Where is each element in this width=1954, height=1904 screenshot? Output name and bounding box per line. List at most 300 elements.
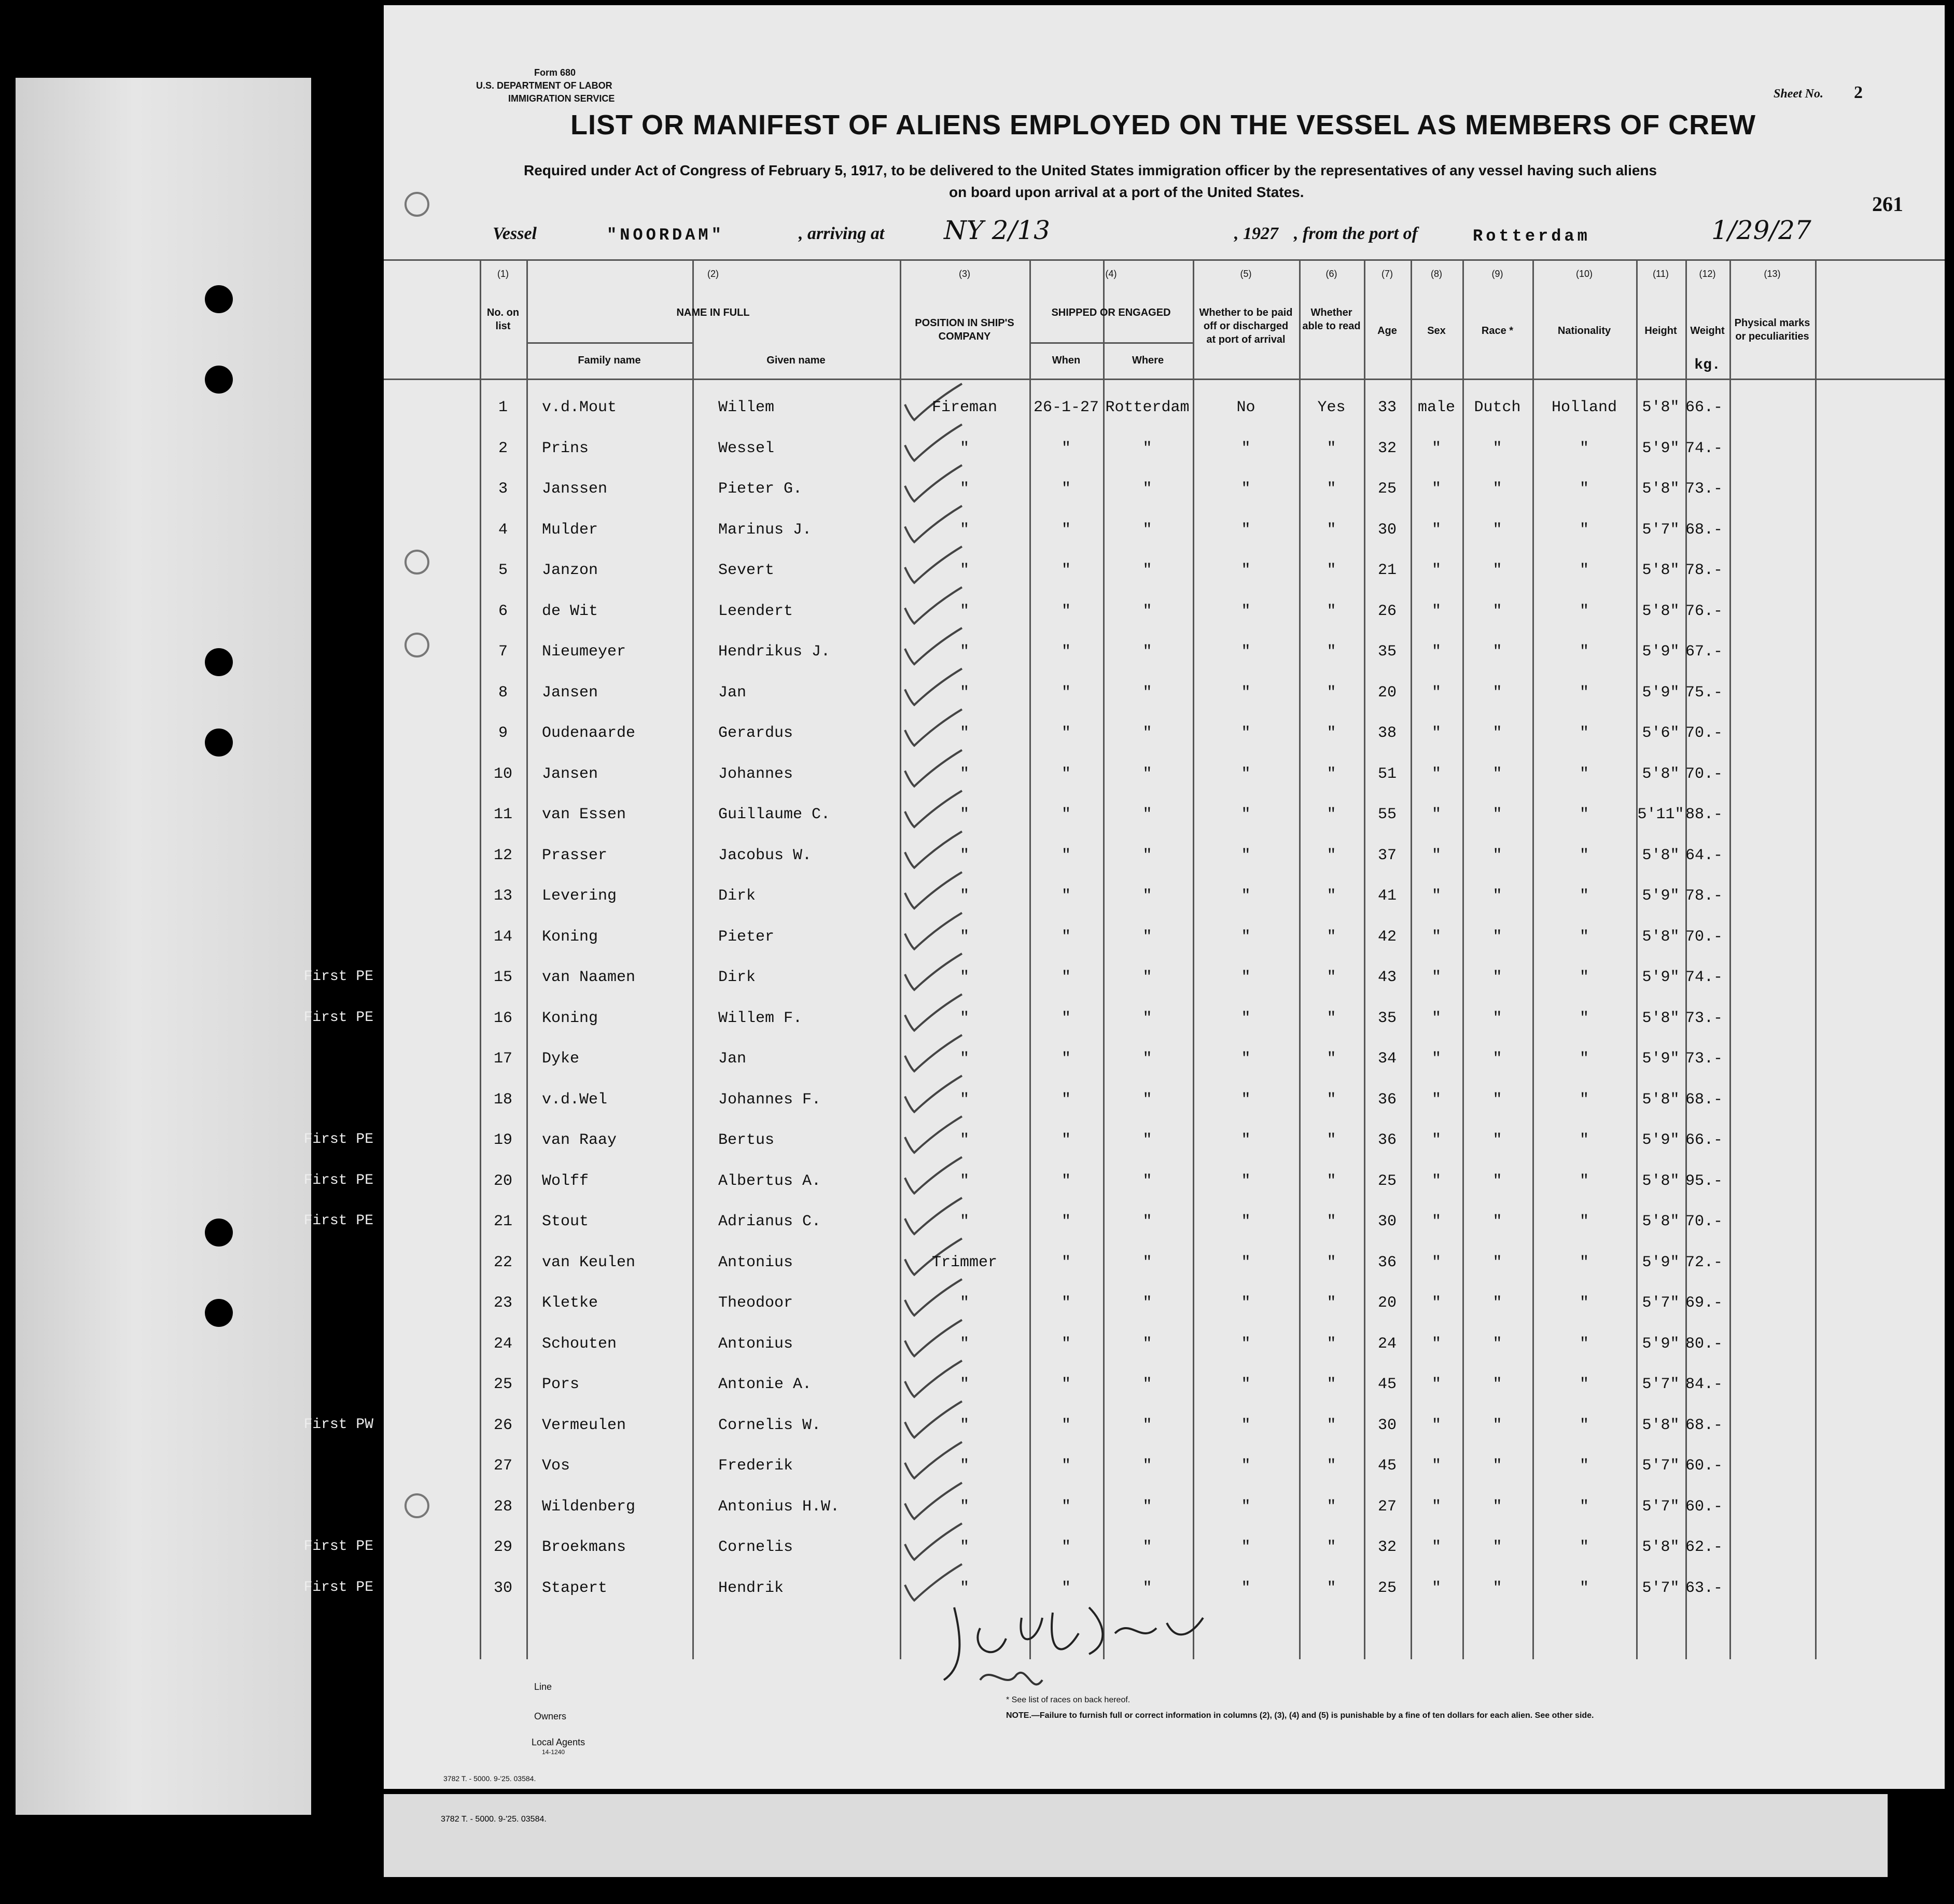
arriving-label: , arriving at: [799, 224, 885, 243]
nationality: ": [1579, 1213, 1589, 1230]
age: 21: [1377, 562, 1397, 579]
engaged-when: ": [1061, 1009, 1071, 1027]
weight: 66.-: [1685, 1131, 1723, 1149]
nationality: ": [1579, 806, 1589, 823]
age: 35: [1377, 1009, 1397, 1027]
sheet-no-label: Sheet No.: [1774, 87, 1823, 101]
height: 5'8": [1642, 1416, 1680, 1434]
family-name: Kletke: [542, 1294, 598, 1312]
engaged-when: ": [1061, 1497, 1071, 1516]
position: Trimmer: [931, 1253, 998, 1271]
header-sex: Sex: [1427, 325, 1446, 337]
weight: 76.-: [1685, 602, 1723, 620]
form-number: Form 680: [534, 67, 576, 78]
paid-off: ": [1241, 1416, 1251, 1434]
vessel-name: "NOORDAM": [607, 226, 724, 245]
race: ": [1492, 643, 1502, 661]
table-row: [384, 880, 1945, 920]
age: 26: [1377, 602, 1397, 620]
height: 5'8": [1642, 1009, 1680, 1027]
given-name: Theodoor: [718, 1294, 793, 1312]
weight: 63.-: [1685, 1579, 1723, 1597]
punch-hole: [205, 648, 233, 676]
table-row: [384, 1328, 1945, 1368]
race: ": [1492, 439, 1502, 457]
given-name: Willem: [718, 399, 775, 416]
engaged-where: ": [1142, 1579, 1152, 1597]
nationality: ": [1579, 1376, 1589, 1393]
row-number: 26: [493, 1416, 512, 1434]
header-marks: Physical marks or peculiarities: [1734, 317, 1810, 342]
position: ": [959, 643, 969, 661]
race: ": [1492, 1538, 1502, 1556]
position: ": [959, 1294, 969, 1312]
height: 5'9": [1642, 1335, 1680, 1353]
age: 38: [1377, 724, 1397, 742]
family-name: Prasser: [542, 846, 608, 864]
able-to-read: ": [1327, 1457, 1336, 1475]
page-title: LIST OR MANIFEST OF ALIENS EMPLOYED ON THE VESSEL AS MEMBERS OF CREW: [570, 109, 1756, 141]
engaged-when: ": [1061, 1416, 1071, 1434]
nationality: ": [1579, 887, 1589, 905]
vessel-label: Vessel: [493, 224, 537, 243]
able-to-read: ": [1327, 1253, 1336, 1271]
able-to-read: ": [1327, 969, 1336, 986]
position: ": [959, 928, 969, 946]
able-to-read: ": [1327, 806, 1336, 823]
able-to-read: ": [1327, 1376, 1336, 1393]
age: 43: [1377, 969, 1397, 986]
nationality: ": [1579, 1416, 1589, 1434]
engaged-when: ": [1061, 724, 1071, 742]
engaged-where: ": [1142, 806, 1152, 823]
weight: 68.-: [1685, 521, 1723, 539]
given-name: Jan: [718, 1050, 747, 1068]
colnum-10: (10): [1575, 269, 1593, 279]
engaged-when: ": [1061, 887, 1071, 905]
family-name: van Raay: [542, 1131, 617, 1149]
colnum-6: (6): [1325, 269, 1337, 279]
given-name: Antonie A.: [718, 1376, 812, 1393]
height: 5'7": [1642, 521, 1680, 539]
engaged-when: ": [1061, 846, 1071, 864]
header-paid-off: Whether to be paid off or discharged at port of arrival: [1199, 307, 1293, 345]
race: ": [1492, 1579, 1502, 1597]
weight: 74.-: [1685, 969, 1723, 986]
paid-off: ": [1241, 1090, 1251, 1109]
table-row: [384, 717, 1945, 758]
row-number: 14: [493, 928, 512, 946]
rule: [526, 342, 692, 344]
paid-off: ": [1241, 562, 1251, 579]
family-name: Koning: [542, 928, 598, 946]
race: ": [1492, 1457, 1502, 1475]
engaged-where: ": [1142, 1457, 1152, 1475]
sex: ": [1431, 1416, 1441, 1434]
height: 5'8": [1642, 1090, 1680, 1109]
family-name: Vermeulen: [542, 1416, 626, 1434]
paid-off: ": [1241, 1131, 1251, 1149]
colnum-2: (2): [707, 269, 719, 279]
line-label: Line: [534, 1682, 552, 1692]
given-name: Guillaume C.: [718, 806, 831, 823]
table-row: [303, 1165, 1945, 1206]
engaged-when: ": [1061, 1538, 1071, 1556]
height: 5'9": [1642, 1131, 1680, 1149]
row-number: 24: [493, 1335, 512, 1353]
position: ": [959, 765, 969, 783]
able-to-read: ": [1327, 928, 1336, 946]
position: ": [959, 1213, 969, 1230]
weight: 70.-: [1685, 724, 1723, 742]
sex: ": [1431, 846, 1441, 864]
position: ": [959, 683, 969, 702]
sex: ": [1431, 521, 1441, 539]
engaged-where: ": [1142, 1172, 1152, 1190]
age: 36: [1377, 1131, 1397, 1149]
height: 5'9": [1642, 1253, 1680, 1271]
colnum-1: (1): [497, 269, 509, 279]
row-number: 28: [493, 1497, 512, 1516]
table-row: [384, 1368, 1945, 1409]
sex: ": [1431, 1131, 1441, 1149]
age: 25: [1377, 1579, 1397, 1597]
position: ": [959, 480, 969, 498]
nationality: ": [1579, 1497, 1589, 1516]
engaged-where: ": [1142, 1538, 1152, 1556]
departure-date: 1/29/27: [1711, 215, 1811, 245]
engaged-where: ": [1142, 1253, 1152, 1271]
nationality: Holland: [1551, 399, 1617, 416]
family-name: Levering: [542, 887, 617, 905]
row-note: First PE: [303, 1213, 373, 1229]
header-given-name: Given name: [766, 355, 826, 366]
sheet-no-value: 2: [1854, 83, 1863, 102]
table-row: [384, 1247, 1945, 1287]
weight: 70.-: [1685, 765, 1723, 783]
header-weight: Weight: [1690, 325, 1725, 337]
header-height: Height: [1644, 325, 1677, 337]
header-age: Age: [1377, 325, 1397, 337]
position: ": [959, 1538, 969, 1556]
position: ": [959, 602, 969, 620]
race: ": [1492, 1131, 1502, 1149]
family-name: v.d.Mout: [542, 399, 617, 416]
given-name: Jan: [718, 683, 747, 702]
race: ": [1492, 846, 1502, 864]
race: ": [1492, 1416, 1502, 1434]
given-name: Albertus A.: [718, 1172, 821, 1190]
weight: 75.-: [1685, 683, 1723, 702]
height: 5'6": [1642, 724, 1680, 742]
row-number: 5: [498, 562, 508, 579]
given-name: Bertus: [718, 1131, 775, 1149]
engaged-when: ": [1061, 1131, 1071, 1149]
colnum-8: (8): [1431, 269, 1442, 279]
engaged-where: ": [1142, 969, 1152, 986]
age: 51: [1377, 765, 1397, 783]
row-number: 29: [493, 1538, 512, 1556]
table-row: [303, 1124, 1945, 1165]
height: 5'7": [1642, 1579, 1680, 1597]
height: 5'11": [1637, 806, 1684, 823]
family-name: Dyke: [542, 1050, 580, 1068]
race: Dutch: [1474, 399, 1521, 416]
family-name: Mulder: [542, 521, 598, 539]
paid-off: ": [1241, 1294, 1251, 1312]
family-name: van Naamen: [542, 969, 636, 986]
paid-off: ": [1241, 1335, 1251, 1353]
able-to-read: ": [1327, 1050, 1336, 1068]
weight: 60.-: [1685, 1457, 1723, 1475]
row-note: First PW: [303, 1416, 373, 1433]
able-to-read: ": [1327, 724, 1336, 742]
nationality: ": [1579, 1090, 1589, 1109]
engaged-where: ": [1142, 1294, 1152, 1312]
sex: ": [1431, 1009, 1441, 1027]
paid-off: ": [1241, 1253, 1251, 1271]
engaged-where: ": [1142, 928, 1152, 946]
able-to-read: ": [1327, 1579, 1336, 1597]
race: ": [1492, 1172, 1502, 1190]
engaged-when: ": [1061, 1294, 1071, 1312]
header-family-name: Family name: [578, 355, 641, 366]
engaged-where: ": [1142, 521, 1152, 539]
manifest-table: [303, 259, 1945, 1659]
able-to-read: ": [1327, 1213, 1336, 1230]
family-name: Jansen: [542, 765, 598, 783]
sex: ": [1431, 562, 1441, 579]
row-number: 30: [493, 1579, 512, 1597]
able-to-read: ": [1327, 643, 1336, 661]
paid-off: ": [1241, 1538, 1251, 1556]
engaged-when: ": [1061, 765, 1071, 783]
weight: 78.-: [1685, 887, 1723, 905]
engaged-where: ": [1142, 1131, 1152, 1149]
age: 42: [1377, 928, 1397, 946]
row-number: 25: [493, 1376, 512, 1393]
weight: 67.-: [1685, 643, 1723, 661]
row-number: 13: [493, 887, 512, 905]
given-name: Johannes: [718, 765, 793, 783]
paid-off: ": [1241, 683, 1251, 702]
family-name: Koning: [542, 1009, 598, 1027]
sex: ": [1431, 1090, 1441, 1109]
race: ": [1492, 1090, 1502, 1109]
family-name: Nieumeyer: [542, 643, 626, 661]
engaged-where: ": [1142, 1416, 1152, 1434]
engaged-where: ": [1142, 724, 1152, 742]
paid-off: ": [1241, 1497, 1251, 1516]
row-number: 3: [498, 480, 508, 498]
underlying-page: [384, 1794, 1888, 1877]
table-row: [384, 839, 1945, 880]
sex: ": [1431, 1172, 1441, 1190]
given-name: Pieter G.: [718, 480, 803, 498]
position: ": [959, 1457, 969, 1475]
position: ": [959, 846, 969, 864]
age: 30: [1377, 1416, 1397, 1434]
under-printer-code: 3782 T. - 5000. 9-'25. 03584.: [441, 1815, 547, 1824]
race: ": [1492, 480, 1502, 498]
given-name: Wessel: [718, 439, 775, 457]
colnum-4: (4): [1105, 269, 1117, 279]
table-row: [384, 1084, 1945, 1124]
weight: 69.-: [1685, 1294, 1723, 1312]
given-name: Dirk: [718, 887, 756, 905]
position: ": [959, 1009, 969, 1027]
paid-off: ": [1241, 480, 1251, 498]
race: ": [1492, 928, 1502, 946]
sex: ": [1431, 1376, 1441, 1393]
engaged-when: ": [1061, 602, 1071, 620]
given-name: Antonius: [718, 1253, 793, 1271]
printer-code: 3782 T. - 5000. 9-'25. 03584.: [443, 1774, 536, 1783]
row-note: First PE: [303, 1172, 373, 1188]
table-row: [384, 595, 1945, 636]
age: 20: [1377, 1294, 1397, 1312]
able-to-read: ": [1327, 521, 1336, 539]
race: ": [1492, 1009, 1502, 1027]
punch-hole: [205, 729, 233, 757]
engaged-when: ": [1061, 1050, 1071, 1068]
paid-off: ": [1241, 1376, 1251, 1393]
weight: 64.-: [1685, 846, 1723, 864]
row-number: 2: [498, 439, 508, 457]
table-row: [384, 677, 1945, 717]
row-note: First PE: [303, 1131, 373, 1147]
weight: 80.-: [1685, 1335, 1723, 1353]
height: 5'8": [1642, 480, 1680, 498]
race: ": [1492, 765, 1502, 783]
weight: 84.-: [1685, 1376, 1723, 1393]
given-name: Johannes F.: [718, 1090, 821, 1109]
position: Fireman: [931, 399, 998, 416]
able-to-read: ": [1327, 1335, 1336, 1353]
paid-off: ": [1241, 521, 1251, 539]
sex: ": [1431, 765, 1441, 783]
engaged-where: ": [1142, 562, 1152, 579]
paid-off: ": [1241, 969, 1251, 986]
punch-hole: [205, 285, 233, 313]
family-name: Jansen: [542, 683, 598, 702]
nationality: ": [1579, 1009, 1589, 1027]
height: 5'8": [1642, 1172, 1680, 1190]
nationality: ": [1579, 1131, 1589, 1149]
service: IMMIGRATION SERVICE: [508, 93, 615, 104]
able-to-read: ": [1327, 1416, 1336, 1434]
colnum-13: (13): [1764, 269, 1781, 279]
engaged-where: ": [1142, 1090, 1152, 1109]
row-number: 9: [498, 724, 508, 742]
row-number: 11: [493, 806, 512, 823]
row-number: 27: [493, 1457, 512, 1475]
department: U.S. DEPARTMENT OF LABOR: [476, 80, 612, 91]
header-no: No. on list: [486, 307, 520, 332]
table-row: [384, 554, 1945, 595]
engaged-where: ": [1142, 1335, 1152, 1353]
weight: 74.-: [1685, 439, 1723, 457]
punch-hole: [205, 366, 233, 394]
paid-off: ": [1241, 806, 1251, 823]
able-to-read: Yes: [1317, 399, 1346, 416]
table-row: [384, 514, 1945, 554]
given-name: Adrianus C.: [718, 1213, 821, 1230]
sex: ": [1431, 928, 1441, 946]
position: ": [959, 1131, 969, 1149]
given-name: Antonius: [718, 1335, 793, 1353]
page-number: 261: [1872, 192, 1903, 216]
year-label: , 1927: [1234, 224, 1278, 243]
engaged-where: ": [1142, 887, 1152, 905]
engaged-when: ": [1061, 439, 1071, 457]
able-to-read: ": [1327, 1538, 1336, 1556]
row-number: 10: [493, 765, 512, 783]
nationality: ": [1579, 683, 1589, 702]
sex: ": [1431, 1335, 1441, 1353]
row-number: 22: [493, 1253, 512, 1271]
rule: [384, 379, 1945, 380]
height: 5'8": [1642, 399, 1680, 416]
engaged-when: ": [1061, 521, 1071, 539]
race: ": [1492, 724, 1502, 742]
position: ": [959, 521, 969, 539]
engaged-where: ": [1142, 846, 1152, 864]
table-row: [303, 1002, 1945, 1043]
able-to-read: ": [1327, 602, 1336, 620]
header-read: Whether able to read: [1302, 307, 1361, 332]
given-name: Cornelis: [718, 1538, 793, 1556]
able-to-read: ": [1327, 562, 1336, 579]
family-name: Stout: [542, 1213, 589, 1230]
sex: ": [1431, 806, 1441, 823]
engaged-when: ": [1061, 928, 1071, 946]
position: ": [959, 969, 969, 986]
table-row: [303, 1531, 1945, 1572]
height: 5'7": [1642, 1376, 1680, 1393]
given-name: Dirk: [718, 969, 756, 986]
sex: ": [1431, 1213, 1441, 1230]
engaged-where: ": [1142, 1050, 1152, 1068]
given-name: Leendert: [718, 602, 793, 620]
weight: 73.-: [1685, 480, 1723, 498]
height: 5'8": [1642, 846, 1680, 864]
sex: ": [1431, 480, 1441, 498]
age: 30: [1377, 1213, 1397, 1230]
race: ": [1492, 969, 1502, 986]
nationality: ": [1579, 1294, 1589, 1312]
race: ": [1492, 1294, 1502, 1312]
engaged-where: ": [1142, 480, 1152, 498]
able-to-read: ": [1327, 846, 1336, 864]
family-name: Vos: [542, 1457, 570, 1475]
sex: ": [1431, 969, 1441, 986]
age: 30: [1377, 521, 1397, 539]
height: 5'9": [1642, 683, 1680, 702]
position: ": [959, 1579, 969, 1597]
nationality: ": [1579, 1050, 1589, 1068]
table-row: [384, 1287, 1945, 1327]
sex: ": [1431, 683, 1441, 702]
paid-off: ": [1241, 928, 1251, 946]
age: 36: [1377, 1253, 1397, 1271]
family-name: Schouten: [542, 1335, 617, 1353]
position: ": [959, 1416, 969, 1434]
race: ": [1492, 521, 1502, 539]
height: 5'8": [1642, 1538, 1680, 1556]
row-number: 16: [493, 1009, 512, 1027]
departure-port: Rotterdam: [1473, 227, 1590, 246]
